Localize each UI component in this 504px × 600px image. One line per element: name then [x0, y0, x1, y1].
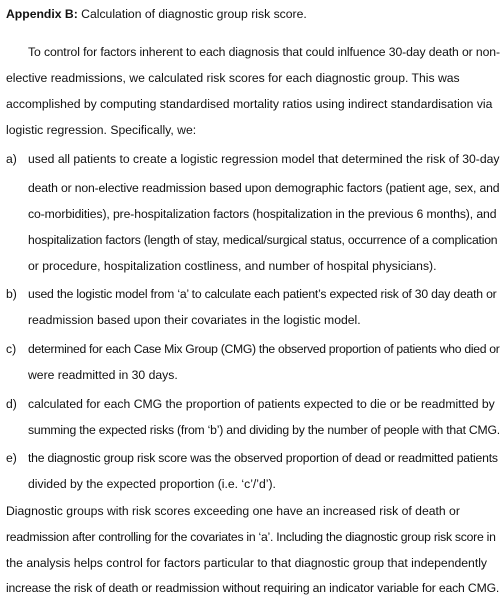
list-item-d-line: summing the expected risks (from ‘b’) and dividing by the number of people with that CMG. — [28, 423, 500, 437]
list-item-d-line: calculated for each CMG the proportion of patients expected to die or be readmitted by — [28, 397, 495, 411]
list-item-a-line: used all patients to create a logistic regression model that determined the risk of 30-day — [28, 152, 500, 166]
appendix-label: Appendix B: — [6, 7, 78, 21]
closing-line: Diagnostic groups with risk scores exceeding one have an increased risk of death or — [6, 504, 460, 518]
list-item-a-line: co-morbidities), pre-hospitalization factors (hospitalization in the previous 6 months), and — [28, 207, 497, 221]
list-item-a-line: hospitalization factors (length of stay, medical/surgical status, occurrence of a complication — [28, 233, 498, 247]
list-item-e-line: divided by the expected proportion (i.e. ‘c’/’d’). — [28, 477, 276, 491]
list-item-a-line: death or non-elective readmission based upon demographic factors (patient age, sex, and — [28, 181, 500, 195]
list-item-c-line: were readmitted in 30 days. — [28, 368, 178, 382]
list-item-e-line: the diagnostic group risk score was the observed proportion of dead or readmitted patients — [28, 451, 498, 465]
intro-line: logistic regression. Specifically, we: — [6, 123, 197, 137]
list-marker-d: d) — [6, 397, 17, 411]
appendix-heading — [6, 5, 307, 23]
list-item-a-line: or procedure, hospitalization costliness, and number of hospital physicians). — [28, 259, 437, 273]
closing-line: increase the risk of death or readmission without requiring an indicator variable for each CMG. — [6, 581, 500, 595]
intro-line: accomplished by computing standardised mortality ratios using indirect standardisation via — [6, 97, 493, 111]
closing-line: the analysis helps control for factors particular to that diagnostic group that independently — [6, 556, 488, 570]
list-item-b-line: readmission based upon their covariates in the logistic model. — [28, 313, 361, 327]
list-marker-a: a) — [6, 152, 17, 166]
list-item-b-line: used the logistic model from ‘a’ to calculate each patient’s expected risk of 30 day death or — [28, 287, 497, 301]
closing-line: readmission after controlling for the covariates in ‘a’. Including the diagnostic group risk score in — [6, 530, 496, 544]
intro-line: To control for factors inherent to each diagnosis that could inlfuence 30-day death or non- — [28, 45, 500, 59]
list-marker-e: e) — [6, 451, 17, 465]
list-item-c-line: determined for each Case Mix Group (CMG) the observed proportion of patients who died or — [28, 342, 500, 356]
list-marker-b: b) — [6, 287, 17, 301]
list-marker-c: c) — [6, 342, 17, 356]
intro-line: elective readmissions, we calculated risk scores for each diagnostic group. This was — [6, 71, 460, 85]
appendix-title: Calculation of diagnostic group risk score. — [81, 7, 307, 21]
